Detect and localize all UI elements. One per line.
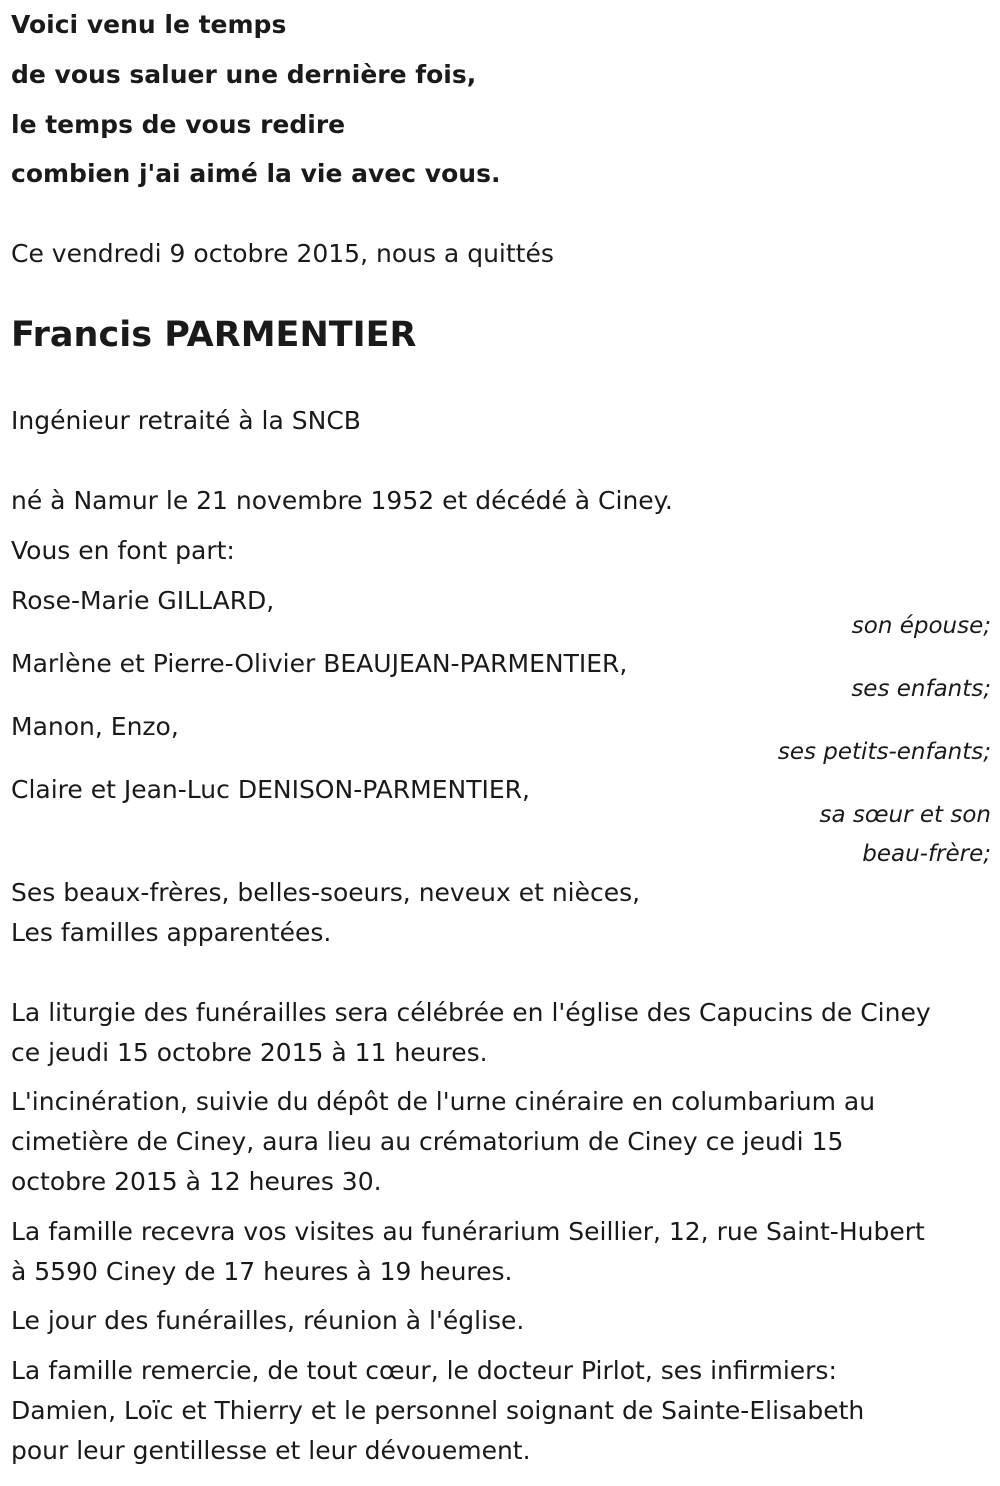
family-member-names: Manon, Enzo, — [11, 712, 179, 741]
family-member-names: Marlène et Pierre-Olivier BEAUJEAN-PARMENTIER, — [11, 649, 628, 678]
thanks-line: Damien, Loïc et Thierry et le personnel soignant de Sainte-Elisabeth — [11, 1396, 865, 1425]
cremation-info-line: cimetière de Ciney, aura lieu au crématorium de Ciney ce jeudi 15 — [11, 1127, 844, 1156]
deceased-name: Francis PARMENTIER — [11, 315, 417, 355]
birth-death: né à Namur le 21 novembre 1952 et décédé à Ciney. — [11, 486, 673, 515]
profession: Ingénieur retraité à la SNCB — [11, 406, 361, 435]
family-member-names: Rose-Marie GILLARD, — [11, 586, 275, 615]
funeral-info-line: ce jeudi 15 octobre 2015 à 11 heures. — [11, 1038, 488, 1067]
cremation-info-line: octobre 2015 à 12 heures 30. — [11, 1167, 382, 1196]
poem-line: de vous saluer une dernière fois, — [11, 60, 477, 89]
poem-line: le temps de vous redire — [11, 110, 346, 139]
thanks-line: pour leur gentillesse et leur dévouement. — [11, 1436, 531, 1465]
family-relation: ses enfants; — [851, 676, 991, 702]
poem-line: combien j'ai aimé la vie avec vous. — [11, 159, 501, 188]
family-relation: son épouse; — [851, 613, 991, 639]
family-member-names: Claire et Jean-Luc DENISON-PARMENTIER, — [11, 775, 530, 804]
family-relation: sa sœur et son — [819, 802, 991, 828]
intro-text: Ce vendredi 9 octobre 2015, nous a quittés — [11, 239, 554, 268]
visit-info-line: à 5590 Ciney de 17 heures à 19 heures. — [11, 1257, 513, 1286]
visit-info-line: La famille recevra vos visites au funérarium Seillier, 12, rue Saint-Hubert — [11, 1217, 925, 1246]
family-relation: ses petits-enfants; — [777, 739, 991, 765]
family-relation: beau-frère; — [862, 841, 991, 867]
meeting-info-line: Le jour des funérailles, réunion à l'église. — [11, 1306, 525, 1335]
thanks-line: La famille remercie, de tout cœur, le docteur Pirlot, ses infirmiers: — [11, 1356, 837, 1385]
funeral-info-line: La liturgie des funérailles sera célébrée en l'église des Capucins de Ciney — [11, 998, 931, 1027]
announce-text: Vous en font part: — [11, 536, 235, 565]
other-relatives: Ses beaux-frères, belles-soeurs, neveux et nièces, — [11, 878, 641, 907]
other-relatives: Les familles apparentées. — [11, 918, 332, 947]
poem-line: Voici venu le temps — [11, 10, 287, 39]
cremation-info-line: L'incinération, suivie du dépôt de l'urne cinéraire en columbarium au — [11, 1087, 876, 1116]
